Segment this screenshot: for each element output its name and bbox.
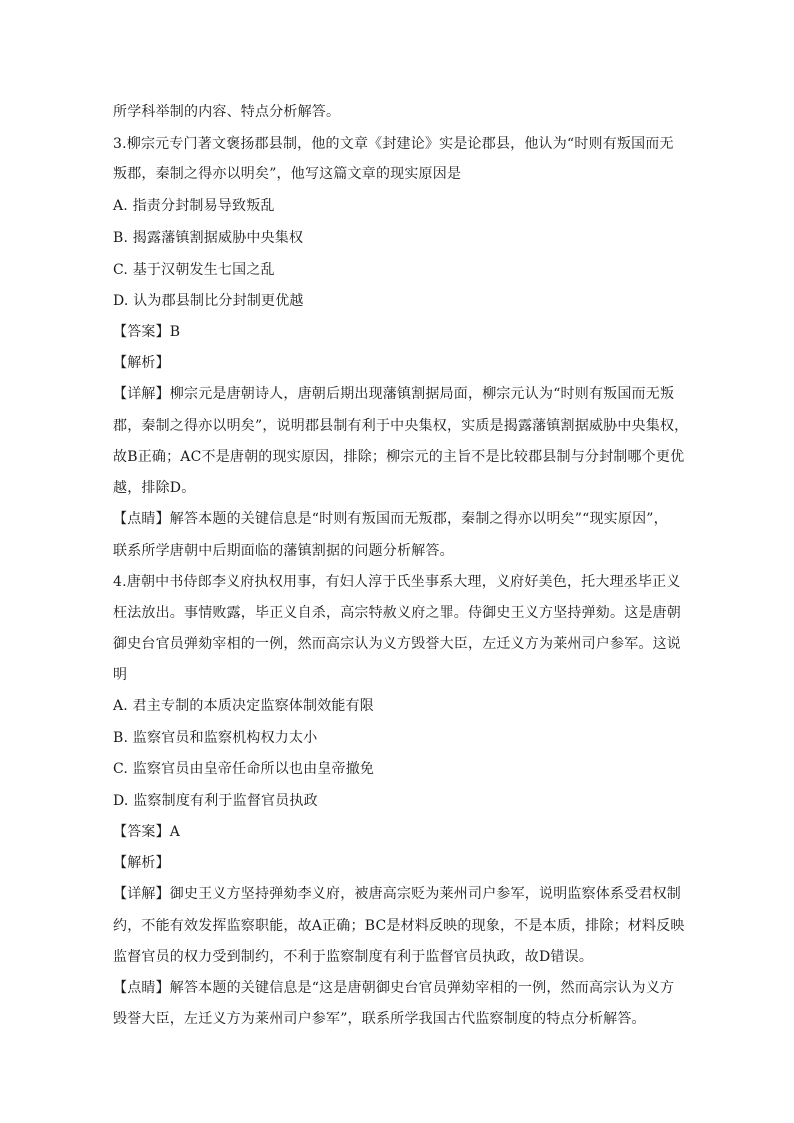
q3-option-a: A. 指责分封制易导致叛乱: [113, 198, 275, 214]
q3-detail: 【详解】柳宗元是唐朝诗人，唐朝后期出现藩镇割据局面，柳宗元认为“时则有叛国而无叛: [113, 386, 675, 402]
q4-option-a: A. 君主专制的本质决定监察体制效能有限: [113, 698, 375, 714]
q4-analysis-heading: 【解析】: [113, 855, 170, 871]
q3-tip: 【点睛】解答本题的关键信息是“时则有叛国而无叛郡，秦制之得亦以明矣”“现实原因”，: [113, 511, 668, 527]
q4-tip: 【点睛】解答本题的关键信息是“这是唐朝御史台官员弹劾宰相的一例，然而高宗认为义方: [113, 980, 675, 996]
question-4-stem-cont: 御史台官员弹劾宰相的一例，然而高宗认为义方毁誉大臣，左迁义方为莱州司户参军。这说: [113, 636, 681, 652]
q3-detail-cont: 故B正确；AC不是唐朝的现实原因，排除；柳宗元的主旨不是比较郡县制与分封制哪个更优: [113, 449, 685, 465]
question-4-stem-cont: 枉法放出。事情败露，毕正义自杀，高宗特赦义府之罪。侍御史王义方坚持弹劾。这是唐朝: [113, 605, 681, 621]
q4-detail-cont: 监督官员的权力受到制约，不利于监察制度有利于监督官员执政，故D错误。: [113, 949, 594, 965]
q3-option-d: D. 认为郡县制比分封制更优越: [113, 293, 304, 309]
question-3-stem: 3.柳宗元专门著文褒扬郡县制，他的文章《封建论》实是论郡县，他认为“时则有叛国而无: [113, 136, 674, 152]
question-4-stem-cont: 明: [113, 667, 128, 683]
q4-tip-cont: 毁誉大臣，左迁义方为莱州司户参军”，联系所学我国古代监察制度的特点分析解答。: [113, 1011, 646, 1027]
q3-analysis-heading: 【解析】: [113, 355, 170, 371]
q4-option-d: D. 监察制度有利于监督官员执政: [113, 793, 318, 809]
question-3-stem-cont: 叛郡，秦制之得亦以明矣”，他写这篇文章的现实原因是: [113, 166, 462, 182]
q3-option-b: B. 揭露藩镇割据威胁中央集权: [113, 230, 304, 246]
q3-detail-cont: 越，排除D。: [113, 480, 196, 496]
question-4-stem: 4.唐朝中书侍郎李义府执权用事，有妇人淳于氏坐事系大理，义府好美色，托大理丞毕正义: [113, 574, 681, 590]
q3-tip-cont: 联系所学唐朝中后期面临的藩镇割据的问题分析解答。: [113, 543, 454, 559]
q4-option-b: B. 监察官员和监察机构权力太小: [113, 730, 318, 746]
q4-detail: 【详解】御史王义方坚持弹劾李义府，被唐高宗贬为莱州司户参军，说明监察体系受君权制: [113, 886, 681, 902]
q4-detail-cont: 约，不能有效发挥监察职能，故A正确；BC是材料反映的现象，不是本质，排除；材料反映: [113, 918, 685, 934]
q3-answer: 【答案】B: [113, 324, 181, 340]
text-line: 所学科举制的内容、特点分析解答。: [113, 104, 341, 120]
q4-answer: 【答案】A: [113, 824, 181, 840]
q4-option-c: C. 监察官员由皇帝任命所以也由皇帝撤免: [113, 761, 375, 777]
q3-option-c: C. 基于汉朝发生七国之乱: [113, 262, 275, 278]
q3-detail-cont: 郡，秦制之得亦以明矣”，说明郡县制有利于中央集权，实质是揭露藩镇割据威胁中央集权，: [113, 418, 689, 434]
